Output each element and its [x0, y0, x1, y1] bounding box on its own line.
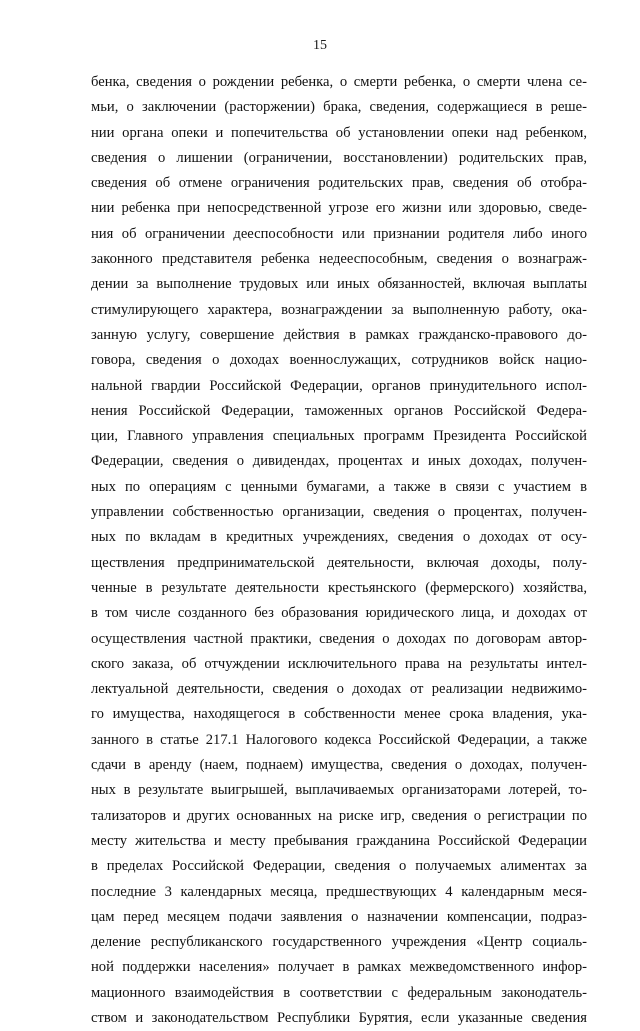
text-line: мьи, о заключении (расторжении) брака, сведения, содержащиеся в реше- [91, 99, 587, 116]
text-line: ством и законодательством Республики Бурятия, если указанные сведения [91, 1009, 587, 1026]
text-line: ной поддержки населения» получает в рамках межведомственного инфор- [91, 959, 587, 976]
text-line: осуществления частной практики, сведения о доходах по договорам автор- [91, 630, 587, 647]
text-line: дении за выполнение трудовых или иных обязанностей, включая выплаты [91, 276, 587, 293]
text-line: ского заказа, об отчуждении исключительного права на результаты интел- [91, 655, 587, 672]
text-line: управлении собственностью организации, сведения о процентах, получен- [91, 504, 587, 521]
text-line: нальной гвардии Российской Федерации, органов принудительного испол- [91, 377, 587, 394]
text-line: сведения о лишении (ограничении, восстановлении) родительских прав, [91, 149, 587, 166]
text-line: в пределах Российской Федерации, сведения о получаемых алиментах за [91, 858, 587, 875]
text-line: лектуальной деятельности, сведения о доходах от реализации недвижимо- [91, 681, 587, 698]
text-line: го имущества, находящегося в собственности менее срока владения, ука- [91, 706, 587, 723]
text-line: цам перед месяцем подачи заявления о назначении компенсации, подраз- [91, 908, 587, 925]
text-line: ченные в результате деятельности крестьянского (фермерского) хозяйства, [91, 579, 587, 596]
text-line: бенка, сведения о рождении ребенка, о смерти ребенка, о смерти члена се- [91, 74, 587, 90]
text-line: мационного взаимодействия в соответствии с федеральным законодатель- [91, 984, 587, 1001]
text-line: стимулирующего характера, вознаграждении за выполненную работу, ока- [91, 301, 587, 318]
text-line: последние 3 календарных месяца, предшествующих 4 календарным меся- [91, 883, 587, 900]
text-line: ния об ограничении дееспособности или признании родителя либо иного [91, 225, 587, 242]
text-line: нии ребенка при непосредственной угрозе его жизни или здоровью, сведе- [91, 200, 587, 217]
text-line: нения Российской Федерации, таможенных органов Российской Федера- [91, 402, 587, 419]
body-text [91, 70, 587, 1031]
text-line: в том числе созданного без образования юридического лица, и доходах от [91, 605, 587, 622]
text-line: ции, Главного управления специальных программ Президента Российской [91, 428, 587, 445]
page-number: 15 [313, 38, 327, 53]
text-line: сведения об отмене ограничения родительских прав, сведения об отобра- [91, 175, 587, 192]
text-line: занную услугу, совершение действия в рамках гражданско-правового до- [91, 326, 587, 343]
text-line: сдачи в аренду (наем, поднаем) имущества, сведения о доходах, получен- [91, 757, 587, 774]
text-line: деление республиканского государственного учреждения «Центр социаль- [91, 934, 587, 951]
text-line: законного представителя ребенка недееспособным, сведения о вознаграж- [91, 251, 587, 268]
text-line: занного в статье 217.1 Налогового кодекса Российской Федерации, а также [91, 731, 587, 748]
text-line: Федерации, сведения о дивидендах, процентах и иных доходах, получен- [91, 453, 587, 470]
text-line: тализаторов и других основанных на риске игр, сведения о регистрации по [91, 807, 587, 824]
text-line: ществления предпринимательской деятельности, включая доходы, полу- [91, 554, 587, 571]
text-line: говора, сведения о доходах военнослужащих, сотрудников войск нацио- [91, 352, 587, 369]
text-line: ных по операциям с ценными бумагами, а также в связи с участием в [91, 478, 587, 495]
text-line: ных по вкладам в кредитных учреждениях, сведения о доходах от осу- [91, 529, 587, 546]
text-line: нии органа опеки и попечительства об установлении опеки над ребенком, [91, 124, 587, 141]
text-line: месту жительства и месту пребывания гражданина Российской Федерации [91, 832, 587, 849]
text-line: ных в результате выигрышей, выплачиваемых организаторами лотерей, то- [91, 782, 587, 799]
